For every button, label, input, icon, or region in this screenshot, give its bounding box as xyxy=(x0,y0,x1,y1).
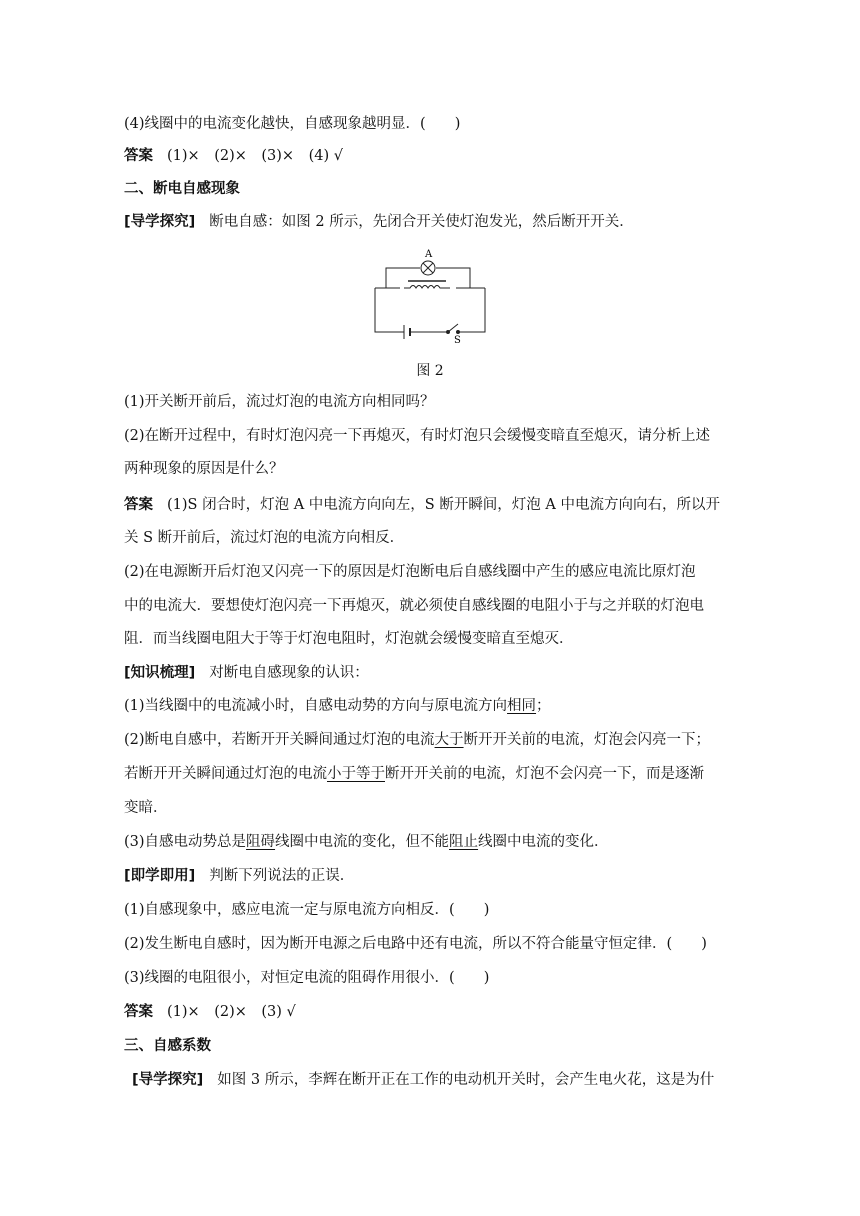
knowledge-line xyxy=(124,663,736,683)
figure-caption: 图 2 xyxy=(416,363,444,379)
knowledge-label: [知识梳理] xyxy=(124,665,196,681)
wire-left xyxy=(375,288,404,332)
fill-blank: 大于 xyxy=(434,732,464,748)
answer-2-line-3: (2)在电源断开后灯泡又闪亮一下的原因是灯泡断电后自感线圈中产生的感应电流比原灯泡 xyxy=(124,564,696,580)
knowledge-point-2b xyxy=(124,764,736,784)
answer-text: (1)S 闭合时，灯泡 A 中电流方向向左，S 断开瞬间，灯泡 A 中电流方向向右，所以开 xyxy=(167,497,721,513)
text: 断开开关前的电流，灯泡不会闪亮一下，而是逐渐 xyxy=(385,766,704,782)
explore-label: [导学探究] xyxy=(124,214,196,230)
explore-label: [导学探究] xyxy=(132,1072,204,1088)
lamp-label: A xyxy=(425,249,433,260)
wire-right xyxy=(458,288,485,332)
circuit-diagram xyxy=(370,244,490,344)
judge-2: (2)发生断电自感时，因为断开电源之后电路中还有电流，所以不符合能量守恒定律．( ) xyxy=(124,936,707,952)
battery-icon xyxy=(404,325,410,339)
text: 断开开关前的电流，灯泡会闪亮一下； xyxy=(463,732,711,748)
text: 线圈中电流的变化． xyxy=(478,834,609,850)
question-4-line: (4)线圈中的电流变化越快，自感现象越明显．( ) xyxy=(124,116,461,132)
explore-text: 断电自感：如图 2 所示，先闭合开关使灯泡发光，然后断开开关． xyxy=(209,214,634,230)
answer-text: (1)× (2)× (3) √ xyxy=(167,1004,296,1020)
answer-2-line-2: 关 S 断开前后，流过灯泡的电流方向相反． xyxy=(124,530,405,546)
text: (3)自感电动势总是 xyxy=(124,834,247,850)
section-3-title: 三、自感系数 xyxy=(124,1038,211,1054)
question-2b: 两种现象的原因是什么？ xyxy=(124,461,284,477)
use-text: 判断下列说法的正误． xyxy=(209,868,355,884)
inductor-coil-icon xyxy=(400,281,456,292)
question-1: (1)开关断开前后，流过灯泡的电流方向相同吗？ xyxy=(124,394,435,410)
answer-3 xyxy=(124,1002,736,1022)
explore-2-line xyxy=(132,1070,736,1090)
text: ； xyxy=(536,698,551,714)
answer-label: 答案 xyxy=(124,1004,153,1020)
switch-label: S xyxy=(454,335,461,344)
fill-blank: 阻止 xyxy=(449,834,479,850)
use-line xyxy=(124,866,736,886)
judge-1: (1)自感现象中，感应电流一定与原电流方向相反．( ) xyxy=(124,902,490,918)
knowledge-point-2a xyxy=(124,730,736,750)
text: 若断开开关瞬间通过灯泡的电流 xyxy=(124,766,327,782)
fill-blank: 小于等于 xyxy=(327,766,385,782)
switch-icon xyxy=(447,324,460,334)
fill-blank: 阻碍 xyxy=(246,834,276,850)
explore-line xyxy=(124,212,736,232)
use-label: [即学即用] xyxy=(124,868,196,884)
answer-1 xyxy=(124,146,736,166)
answer-2-line-5: 阻．而当线圈电阻大于等于灯泡电阻时，灯泡就会缓慢变暗直至熄灭． xyxy=(124,631,574,647)
answer-label: 答案 xyxy=(124,497,153,513)
answer-text: (1)× (2)× (3)× (4) √ xyxy=(167,148,343,164)
answer-2-line-4: 中的电流大．要想使灯泡闪亮一下再熄灭，就必须使自感线圈的电阻小于与之并联的灯泡电 xyxy=(124,598,704,614)
judge-3: (3)线圈的电阻很小，对恒定电流的阻碍作用很小．( ) xyxy=(124,970,490,986)
knowledge-text: 对断电自感现象的认识： xyxy=(209,665,369,681)
text: (2)断电自感中，若断开开关瞬间通过灯泡的电流 xyxy=(124,732,435,748)
text: (1)当线圈中的电流减小时，自感电动势的方向与原电流方向 xyxy=(124,698,508,714)
question-2a: (2)在断开过程中，有时灯泡闪亮一下再熄灭，有时灯泡只会缓慢变暗直至熄灭，请分析上述 xyxy=(124,428,711,444)
answer-2-line-1 xyxy=(124,495,736,515)
lamp-icon xyxy=(421,261,435,275)
section-2-title: 二、断电自感现象 xyxy=(124,181,240,197)
text: 线圈中电流的变化，但不能 xyxy=(275,834,450,850)
fill-blank: 相同 xyxy=(507,698,537,714)
knowledge-point-3 xyxy=(124,832,736,852)
knowledge-point-2c: 变暗． xyxy=(124,800,168,816)
explore-text: 如图 3 所示，李辉在断开正在工作的电动机开关时，会产生电火花，这是为什 xyxy=(217,1072,715,1088)
answer-label: 答案 xyxy=(124,148,153,164)
knowledge-point-1 xyxy=(124,696,736,716)
